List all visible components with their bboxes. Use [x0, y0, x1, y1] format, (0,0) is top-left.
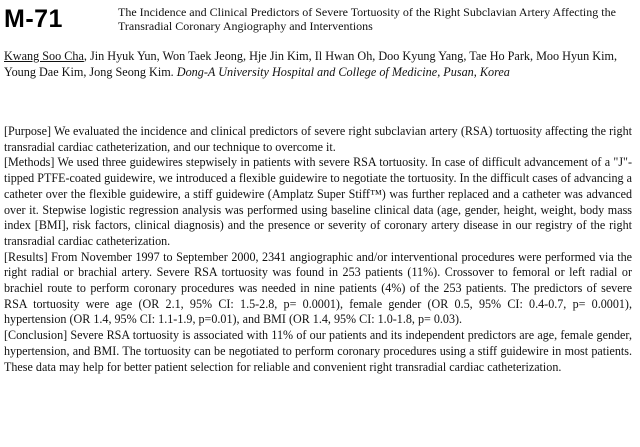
purpose-section [4, 124, 632, 155]
purpose-heading: [Purpose] [4, 124, 52, 138]
author-block [4, 48, 634, 80]
methods-heading: [Methods] [4, 155, 55, 170]
abstract-code: M-71 [4, 5, 63, 33]
abstract-title: The Incidence and Clinical Predictors of Severe Tortuosity of the Right Subclavian Artery Affecting the Transradial Coronary Angiography and Interventions [118, 5, 616, 33]
co-authors: , Jin Hyuk Yun, Won Taek Jeong, Hje Jin Kim, Il Hwan Oh, Doo Kyung Yang, Tae Ho Park, Moo Hyun Kim, Young Dae Kim, Jong Seong Kim. [4, 49, 617, 79]
purpose-text: We evaluated the incidence and clinical predictors of severe right subclavian artery (RSA) tortuosity affecting the right transradial cardiac catheterization, and our technique to overcome it. [4, 124, 632, 154]
methods-text: We used three guidewires stepwisely in patients with severe RSA tortuosity. In case of difficult advancement of a "J"-tipped PTFE-coated guidewire, we introduced a flexible guidewire to negotiate the tortuosity. In the difficult cases of advancing a catheter over the flexible guidewire, a stiff guidewire (Amplatz Super Stiff™) was further replaced and a catheter was advanced over it. Stepwise logistic regression analysis was performed using baseline clinical data (age, gender, height, weight, body mass index [BMI], risk factors, clinical diagnosis) and the presence or severity of coronary artery disease in our registry of the right transradial cardiac catheterization. [4, 155, 632, 248]
presenting-author: Kwang Soo Cha [4, 49, 84, 63]
results-section [4, 250, 632, 329]
results-heading: [Results] [4, 249, 48, 264]
abstract-body [4, 124, 632, 375]
results-text: From November 1997 to September 2000, 2341 angiographic and/or interventional procedures were performed via the right radial or brachial artery. Severe RSA tortuosity was found in 253 patients (11%). Crossover to femoral or left radial or brachiel route to perform coronary procedures was needed in nine patients (4%) of the 253 patients. The predictors of severe RSA tortuosity were age (OR 2.1, 95% CI: 1.5-2.8, p= 0.0001), female gender (OR 0.5, 95% CI: 0.4-0.7, p= 0.0001), hypertension (OR 1.4, 95% CI: 1.1-1.9, p=0.01), and BMI (OR 1.4, 95% CI: 1.0-1.8, p= 0.03). [4, 249, 632, 327]
conclusion-heading: [Conclusion] [4, 328, 68, 343]
methods-section [4, 155, 632, 249]
affiliation: Dong-A University Hospital and College of Medicine, Pusan, Korea [176, 65, 510, 79]
conclusion-text: Severe RSA tortuosity is associated with 11% of our patients and its independent predictors are age, female gender, hypertension, and BMI. The tortuosity can be negotiated to perform coronary procedures using a stiff guidewire in most patients. These data may help for better patient selection for reliable and convenient right transradial cardiac catheterization. [4, 328, 632, 374]
conclusion-section [4, 328, 632, 375]
